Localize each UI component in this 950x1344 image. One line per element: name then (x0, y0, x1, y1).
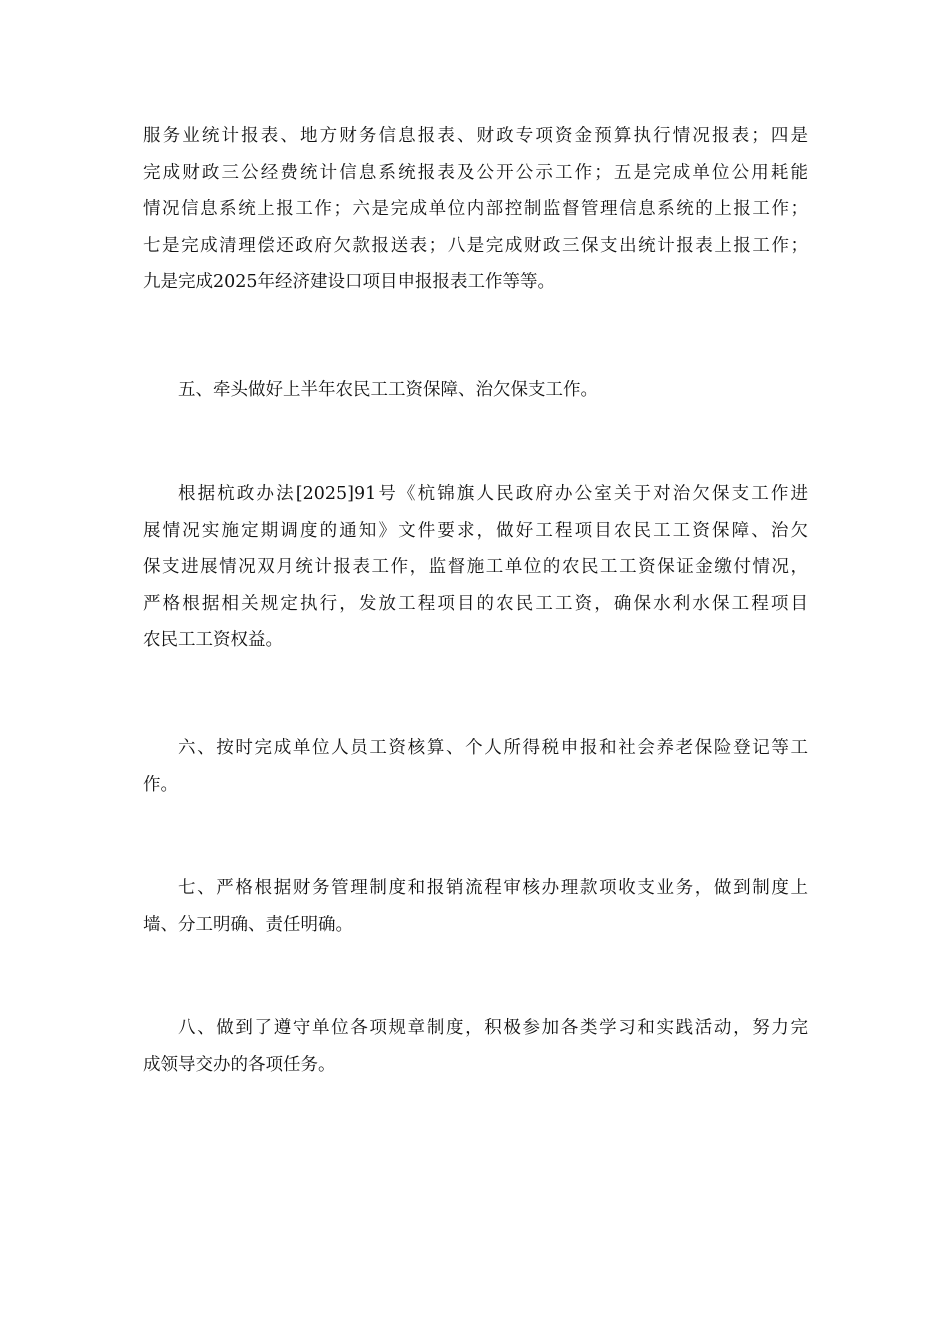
text-line: 七是完成清理偿还政府欠款报送表；八是完成财政三保支出统计报表上报工作； (143, 235, 808, 256)
text-line: 保支进展情况双月统计报表工作，监督施工单位的农民工工资保证金缴付情况， (143, 557, 808, 577)
text-line: 情况信息系统上报工作；六是完成单位内部控制监督管理信息系统的上报工作； (143, 199, 808, 219)
section-heading-five (143, 372, 808, 409)
text-line: 成领导交办的各项任务。 (143, 1054, 336, 1075)
text-line: 严格根据相关规定执行，发放工程项目的农民工工资，确保水利水保工程项目 (143, 593, 808, 614)
text-line: 七、严格根据财务管理制度和报销流程审核办理款项收支业务，做到制度上 (178, 878, 808, 898)
text-line: 展情况实施定期调度的通知》文件要求，做好工程项目农民工工资保障、治欠 (143, 520, 808, 541)
text-line: 六、按时完成单位人员工资核算、个人所得税申报和社会养老保险登记等工 (178, 738, 808, 758)
text-line: 服务业统计报表、地方财务信息报表、财政专项资金预算执行情况报表；四是 (143, 126, 808, 146)
text-line: 墙、分工明确、责任明确。 (143, 914, 353, 935)
text-line: 农民工工资权益。 (143, 630, 283, 650)
text-line: 八、做到了遵守单位各项规章制度，积极参加各类学习和实践活动，努力完 (178, 1018, 808, 1038)
text-line: 五、牵头做好上半年农民工工资保障、治欠保支工作。 (178, 380, 598, 400)
section-heading-eight (143, 1010, 808, 1083)
text-line: 九是完成2025年经济建设口项目申报报表工作等等。 (143, 272, 556, 292)
text-line: 根据杭政办法[2025]91号《杭锦旗人民政府办公室关于对治欠保支工作进 (178, 484, 808, 504)
text-line: 作。 (143, 774, 178, 795)
section-heading-six (143, 730, 808, 803)
section-heading-seven (143, 870, 808, 943)
text-line: 完成财政三公经费统计信息系统报表及公开公示工作；五是完成单位公用耗能 (143, 162, 808, 183)
paragraph-work-items-continued (143, 118, 808, 301)
paragraph-wage-guarantee (143, 476, 808, 659)
